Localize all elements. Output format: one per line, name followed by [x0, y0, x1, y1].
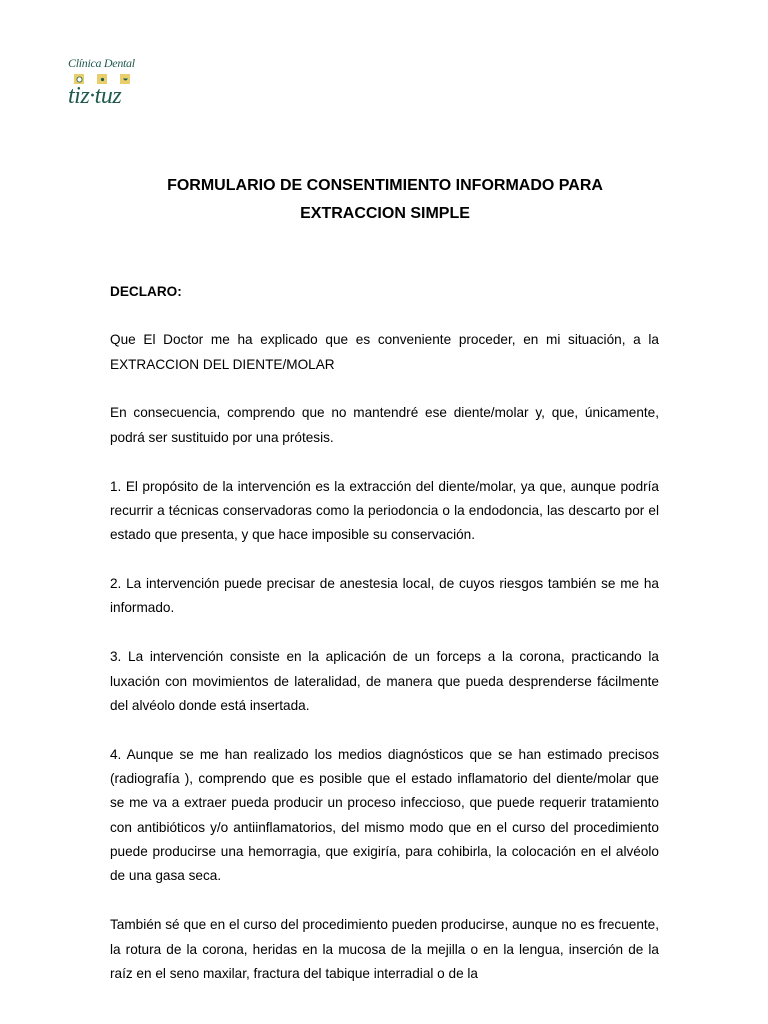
paragraph-risks: También sé que en el curso del procedimiento pueden producirse, aunque no es frecuente, la rotura de la corona, heridas en la mucosa de la mejilla o en la lengua, inserción de la raíz en el seno maxilar, fractura del tabique interradial o de la	[110, 917, 659, 981]
document-body	[110, 280, 659, 1011]
logo-top-text: Clínica Dental	[68, 56, 135, 70]
clinic-logo	[68, 56, 144, 120]
logo-main-text: tiz·tuz	[68, 83, 122, 109]
paragraph-item-2: 2. La intervención puede precisar de anestesia local, de cuyos riesgos también se me ha informado.	[110, 576, 659, 616]
paragraph-item-1: 1. El propósito de la intervención es la extracción del diente/molar, ya que, aunque podría recurrir a técnicas conservadoras como la periodoncia o la endodoncia, las descarto por el estado que presenta, y que hace imposible su conservación.	[110, 478, 659, 543]
paragraph-item-3: 3. La intervención consiste en la aplicación de un forceps a la corona, practicando la luxación con movimientos de lateralidad, de manera que pueda desprenderse fácilmente del alvéolo donde está insertada.	[110, 649, 659, 713]
document-title	[110, 172, 660, 228]
title-line-1: FORMULARIO DE CONSENTIMIENTO INFORMADO PARA	[167, 177, 603, 194]
paragraph-item-4: 4. Aunque se me han realizado los medios diagnósticos que se han estimado precisos (radiografía ), comprendo que es posible que el estado inflamatorio del diente/molar que se me va a extraer pueda producir un proceso infeccioso, que puede requerir tratamiento con antibióticos y/o antiinflamatorios, del mismo modo que en el curso del procedimiento puede producirse una hemorragia, que exigiría, para cohibirla, la colocación en el alvéolo de una gasa seca.	[110, 746, 659, 884]
paragraph-intro: Que El Doctor me ha explicado que es conveniente proceder, en mi situación, a la EXTRACCION DEL DIENTE/MOLAR	[110, 332, 659, 372]
paragraph-consequence: En consecuencia, comprendo que no mantendré ese diente/molar y, que, únicamente, podrá ser sustituido por una prótesis.	[110, 405, 659, 445]
declaration-heading: DECLARO:	[110, 284, 182, 299]
title-line-2: EXTRACCION SIMPLE	[300, 205, 470, 222]
smile-box-icon	[120, 74, 130, 84]
